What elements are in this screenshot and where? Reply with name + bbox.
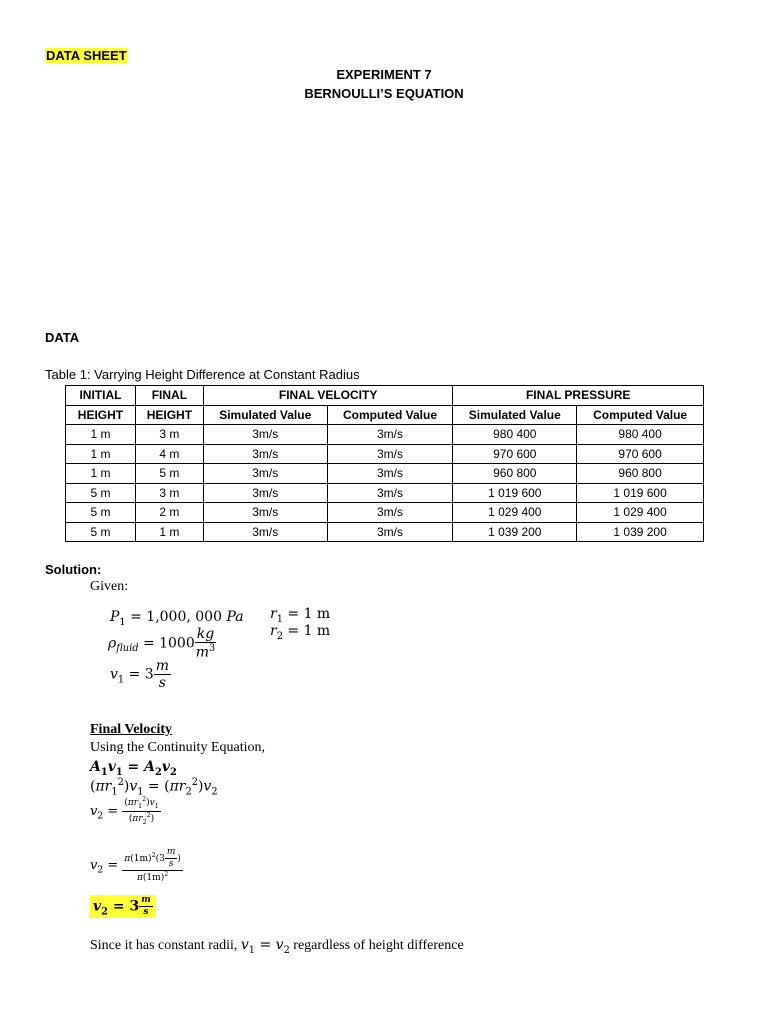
v1-value: = 3: [128, 666, 154, 683]
table-cell: 3m/s: [203, 464, 327, 484]
table-row: [66, 444, 704, 464]
table-cell: 3 m: [135, 425, 203, 445]
subheader-velocity-computed: Computed Value: [327, 405, 453, 425]
data-sheet-label: DATA SHEET: [46, 48, 127, 63]
table-row: [66, 503, 704, 523]
solution-label: Solution:: [45, 562, 102, 577]
table-cell: 2 m: [135, 503, 203, 523]
table-cell: 3m/s: [327, 425, 453, 445]
equation-v2-formula: $v_2$ = $\frac{(\pi r_1^2)v_1}{(\pi r_2^2)}$: [90, 796, 159, 826]
table-cell: 960 800: [577, 464, 704, 484]
r2-value: = 1 m: [287, 623, 331, 639]
table-cell: 1 m: [135, 522, 203, 542]
p1-unit: Pa: [226, 609, 244, 625]
equation-continuity: $A_1v_1 = A_2v_2$: [90, 759, 177, 778]
table-cell: 3m/s: [327, 444, 453, 464]
table-caption: Table 1: Varrying Height Difference at Constant Radius: [45, 367, 360, 382]
equation-v1: $v_1 = 3$ $\frac{m}{s}$: [110, 658, 169, 691]
table-body: [66, 425, 704, 542]
final-velocity-heading: Final Velocity: [90, 722, 173, 737]
subheader-velocity-simulated: Simulated Value: [203, 405, 327, 425]
table-cell: 3m/s: [203, 444, 327, 464]
header-initial: INITIAL: [66, 386, 136, 406]
rho-value: = 1000: [142, 635, 195, 652]
equation-continuity-expanded: $(\pi r_1^2)v_1 = (\pi r_2^2)v_2$: [90, 777, 218, 798]
table-cell: 3m/s: [203, 522, 327, 542]
table-cell: 1 019 600: [577, 483, 704, 503]
table-cell: 1 019 600: [453, 483, 577, 503]
conclusion-post: regardless of height difference: [289, 938, 464, 953]
result-unit-num: m: [141, 895, 151, 905]
v1-unit-num: m: [155, 658, 169, 674]
continuity-intro: Using the Continuity Equation,: [90, 740, 265, 755]
table-row: [66, 522, 704, 542]
table-cell: 980 400: [577, 425, 704, 445]
results-table: [65, 385, 704, 542]
table-cell: 1 m: [66, 464, 136, 484]
table-cell: 3m/s: [203, 425, 327, 445]
equation-v2-substituted: $v_2$ = $\pi(1m)^2(3$ $\frac{m}{s}$ ) $\pi(1m)^2$: [90, 847, 181, 883]
experiment-title: EXPERIMENT 7: [336, 67, 432, 82]
table-cell: 960 800: [453, 464, 577, 484]
table-cell: 3m/s: [327, 503, 453, 523]
table-cell: 3m/s: [203, 483, 327, 503]
conclusion-pre: Since it has constant radii,: [90, 938, 241, 953]
table-cell: 5 m: [66, 483, 136, 503]
result-value: = 3: [112, 898, 140, 915]
table-cell: 3m/s: [327, 464, 453, 484]
subheader-pressure-computed: Computed Value: [577, 405, 704, 425]
subheader-pressure-simulated: Simulated Value: [453, 405, 577, 425]
header-final-pressure: FINAL PRESSURE: [453, 386, 704, 406]
rho-unit-den: m: [195, 644, 209, 661]
table-header-row: [66, 386, 704, 406]
r1-value: = 1 m: [287, 606, 331, 622]
equation-rho: $\rho_{fluid} = 1000$ $\frac{kg}{m^3}$: [108, 626, 216, 661]
table-cell: 1 029 400: [577, 503, 704, 523]
header-final-velocity: FINAL VELOCITY: [203, 386, 453, 406]
table-cell: 1 m: [66, 425, 136, 445]
v1-unit-den: s: [158, 675, 166, 691]
header-final: FINAL: [135, 386, 203, 406]
table-cell: 1 039 200: [453, 522, 577, 542]
subheader-height-initial: HEIGHT: [66, 405, 136, 425]
table-row: [66, 464, 704, 484]
table-cell: 4 m: [135, 444, 203, 464]
table-cell: 3 m: [135, 483, 203, 503]
table-cell: 970 600: [453, 444, 577, 464]
result-unit-den: s: [143, 907, 149, 917]
equation-p1: $P_1 = 1,000$, 000 Pa: [110, 609, 244, 628]
table-cell: 5 m: [66, 503, 136, 523]
equation-r1: $r_1 = 1$ m: [270, 606, 331, 625]
experiment-subtitle: BERNOULLI’S EQUATION: [304, 86, 464, 101]
rho-unit-num: kg: [196, 626, 215, 642]
conclusion-text: Since it has constant radii, $v_1 = v_2$ regardless of height difference: [90, 937, 464, 956]
given-label: Given:: [90, 579, 129, 594]
table-cell: 3m/s: [327, 483, 453, 503]
table-cell: 3m/s: [203, 503, 327, 523]
equation-r2: $r_2 = 1$ m: [270, 623, 331, 642]
equation-v2-result: $v_2 = 3$ $\frac{m}{s}$: [90, 895, 156, 918]
table-cell: 1 029 400: [453, 503, 577, 523]
subheader-height-final: HEIGHT: [135, 405, 203, 425]
table-cell: 1 039 200: [577, 522, 704, 542]
table-cell: 5 m: [66, 522, 136, 542]
table-row: [66, 425, 704, 445]
table-cell: 3m/s: [327, 522, 453, 542]
data-heading: DATA: [45, 330, 80, 345]
table-cell: 970 600: [577, 444, 704, 464]
table-row: [66, 483, 704, 503]
table-subheader-row: [66, 405, 704, 425]
table-cell: 5 m: [135, 464, 203, 484]
table-cell: 980 400: [453, 425, 577, 445]
p1-value: = 1,000, 000: [130, 609, 227, 625]
table-cell: 1 m: [66, 444, 136, 464]
